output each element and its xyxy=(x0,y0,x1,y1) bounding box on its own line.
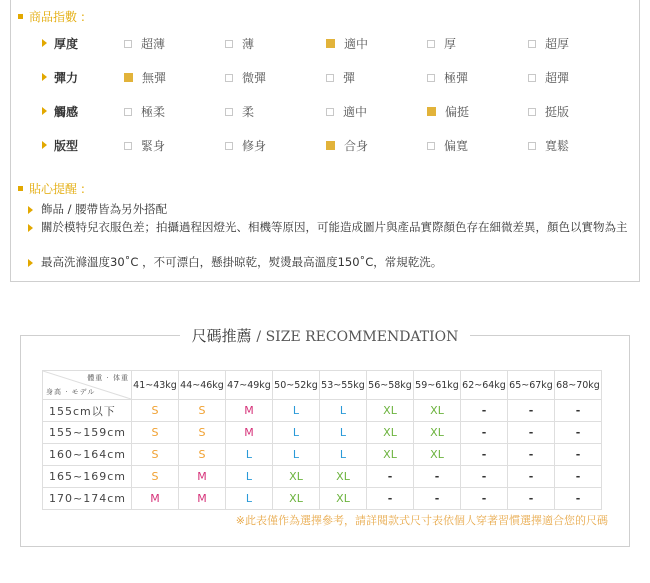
arrow-right-icon xyxy=(28,224,33,232)
size-cell: S xyxy=(132,466,179,488)
unchecked-box-icon xyxy=(427,40,435,48)
product-index-heading: 商品指數 : xyxy=(18,8,85,25)
weight-column-header: 68~70kg xyxy=(555,371,602,400)
height-row-header: 155cm以下 xyxy=(43,400,132,422)
index-option xyxy=(528,103,569,120)
index-option xyxy=(528,69,569,86)
height-row-header: 170~174cm xyxy=(43,488,132,510)
table-row xyxy=(43,400,602,422)
index-option-label: 超厚 xyxy=(545,37,570,51)
size-table xyxy=(42,370,602,510)
unchecked-box-icon xyxy=(528,142,536,150)
index-row xyxy=(42,137,632,155)
size-cell: L xyxy=(320,400,367,422)
weight-column-header: 50~52kg xyxy=(273,371,320,400)
size-cell: - xyxy=(555,400,602,422)
index-option xyxy=(225,69,266,86)
unchecked-box-icon xyxy=(326,108,334,116)
index-option-label: 挺版 xyxy=(545,105,570,119)
size-cell: L xyxy=(226,488,273,510)
size-cell: XL xyxy=(320,466,367,488)
title-divider-left xyxy=(20,335,180,336)
index-option-label: 柔 xyxy=(242,105,255,119)
index-option-label: 微彈 xyxy=(242,71,267,85)
unchecked-box-icon xyxy=(225,108,233,116)
index-row xyxy=(42,35,632,53)
title-divider-right xyxy=(470,335,630,336)
unchecked-box-icon xyxy=(427,142,435,150)
unchecked-box-icon xyxy=(225,142,233,150)
size-cell: - xyxy=(555,444,602,466)
weight-column-header: 62~64kg xyxy=(461,371,508,400)
tip-item: 最高洗滌溫度30˚C ，不可漂白，懸掛晾乾，熨燙最高溫度150˚C，常規乾洗。 xyxy=(30,255,630,270)
table-corner-cell xyxy=(43,371,132,400)
size-cell: S xyxy=(132,400,179,422)
index-option xyxy=(124,137,165,154)
index-option-label: 修身 xyxy=(242,139,267,153)
checked-box-icon xyxy=(326,39,335,48)
index-option-label: 偏挺 xyxy=(445,105,470,119)
checked-box-icon xyxy=(124,73,133,82)
size-cell: XL xyxy=(367,422,414,444)
unchecked-box-icon xyxy=(225,74,233,82)
arrow-right-icon xyxy=(42,39,47,47)
index-option xyxy=(427,69,468,86)
index-option-label: 適中 xyxy=(344,37,369,51)
size-cell: - xyxy=(508,422,555,444)
table-row xyxy=(43,466,602,488)
size-cell: - xyxy=(367,466,414,488)
size-cell: XL xyxy=(273,466,320,488)
size-cell: - xyxy=(414,466,461,488)
size-cell: - xyxy=(508,444,555,466)
unchecked-box-icon xyxy=(124,108,132,116)
unchecked-box-icon xyxy=(528,108,536,116)
height-row-header: 160~164cm xyxy=(43,444,132,466)
size-cell: XL xyxy=(414,444,461,466)
index-option-label: 緊身 xyxy=(141,139,166,153)
index-option xyxy=(225,137,266,154)
checked-box-icon xyxy=(427,107,436,116)
size-cell: S xyxy=(179,444,226,466)
size-cell: XL xyxy=(367,400,414,422)
index-option-label: 厚 xyxy=(444,37,457,51)
table-row xyxy=(43,422,602,444)
index-row-label: 彈力 xyxy=(54,71,79,85)
size-cell: L xyxy=(226,444,273,466)
tips-heading: 貼心提醒 : xyxy=(18,180,85,197)
index-row-label: 版型 xyxy=(54,139,79,153)
index-option-label: 合身 xyxy=(344,139,369,153)
size-cell: XL xyxy=(414,422,461,444)
index-option xyxy=(528,35,569,52)
size-cell: - xyxy=(508,400,555,422)
index-option-label: 彈 xyxy=(343,71,356,85)
size-cell: XL xyxy=(273,488,320,510)
size-cell: - xyxy=(508,488,555,510)
bullet-square-icon xyxy=(18,186,23,191)
table-row xyxy=(43,444,602,466)
index-option-label: 無彈 xyxy=(142,71,167,85)
size-note: ※此表僅作為選擇參考，請詳閱款式尺寸表依個人穿著習慣選擇適合您的尺碼 xyxy=(235,514,608,527)
size-cell: M xyxy=(226,400,273,422)
unchecked-box-icon xyxy=(124,40,132,48)
index-option-label: 極彈 xyxy=(444,71,469,85)
size-cell: - xyxy=(367,488,414,510)
index-option xyxy=(124,35,165,52)
height-row-header: 165~169cm xyxy=(43,466,132,488)
arrow-right-icon xyxy=(42,107,47,115)
weight-column-header: 53~55kg xyxy=(320,371,367,400)
checked-box-icon xyxy=(326,141,335,150)
index-option xyxy=(326,69,355,86)
weight-column-header: 59~61kg xyxy=(414,371,461,400)
arrow-right-icon xyxy=(28,259,33,267)
index-option xyxy=(427,103,469,120)
height-row-header: 155~159cm xyxy=(43,422,132,444)
index-option xyxy=(326,35,368,52)
size-cell: - xyxy=(461,466,508,488)
tip-item: 飾品 / 腰帶皆為另外搭配 xyxy=(30,202,630,217)
height-header: 身高 · モデル xyxy=(46,388,96,396)
index-option-label: 極柔 xyxy=(141,105,166,119)
index-option xyxy=(427,35,456,52)
size-cell: - xyxy=(555,466,602,488)
arrow-right-icon xyxy=(42,73,47,81)
index-option xyxy=(225,35,254,52)
size-cell: - xyxy=(461,422,508,444)
unchecked-box-icon xyxy=(326,74,334,82)
arrow-right-icon xyxy=(42,141,47,149)
index-row xyxy=(42,103,632,121)
unchecked-box-icon xyxy=(124,142,132,150)
weight-column-header: 65~67kg xyxy=(508,371,555,400)
size-cell: M xyxy=(132,488,179,510)
index-option-label: 適中 xyxy=(343,105,368,119)
index-option-label: 薄 xyxy=(242,37,255,51)
size-cell: S xyxy=(132,444,179,466)
weight-column-header: 44~46kg xyxy=(179,371,226,400)
index-option xyxy=(326,103,367,120)
index-row xyxy=(42,69,632,87)
index-option-label: 寬鬆 xyxy=(545,139,570,153)
unchecked-box-icon xyxy=(427,74,435,82)
size-cell: L xyxy=(320,444,367,466)
index-option-label: 超彈 xyxy=(545,71,570,85)
unchecked-box-icon xyxy=(225,40,233,48)
weight-column-header: 47~49kg xyxy=(226,371,273,400)
size-cell: S xyxy=(179,422,226,444)
size-cell: S xyxy=(179,400,226,422)
size-cell: - xyxy=(508,466,555,488)
size-cell: M xyxy=(179,466,226,488)
weight-column-header: 41~43kg xyxy=(132,371,179,400)
bullet-square-icon xyxy=(18,14,23,19)
index-option-label: 偏寬 xyxy=(444,139,469,153)
size-cell: - xyxy=(414,488,461,510)
size-cell: L xyxy=(273,444,320,466)
index-option xyxy=(326,137,368,154)
size-cell: XL xyxy=(320,488,367,510)
weight-column-header: 56~58kg xyxy=(367,371,414,400)
size-cell: - xyxy=(555,422,602,444)
unchecked-box-icon xyxy=(528,74,536,82)
size-recommendation-title: 尺碼推薦 / SIZE RECOMMENDATION xyxy=(0,325,650,346)
size-cell: - xyxy=(461,444,508,466)
index-option xyxy=(427,137,468,154)
size-cell: L xyxy=(226,466,273,488)
weight-header: 體重 · 体重 xyxy=(87,374,129,382)
index-option-label: 超薄 xyxy=(141,37,166,51)
size-cell: - xyxy=(461,488,508,510)
index-option xyxy=(528,137,569,154)
size-cell: M xyxy=(179,488,226,510)
table-row xyxy=(43,488,602,510)
tip-item: 關於模特兒衣服色差；拍攝過程因燈光、相機等原因，可能造成圖片與產品實際顏色存在細微差異，顏色以實物為主 xyxy=(30,220,630,235)
size-cell: XL xyxy=(367,444,414,466)
arrow-right-icon xyxy=(28,206,33,214)
index-row-label: 觸感 xyxy=(54,105,79,119)
index-option xyxy=(124,103,165,120)
size-cell: L xyxy=(273,422,320,444)
size-cell: M xyxy=(226,422,273,444)
index-option xyxy=(225,103,254,120)
size-cell: L xyxy=(273,400,320,422)
size-cell: - xyxy=(555,488,602,510)
size-cell: L xyxy=(320,422,367,444)
size-cell: XL xyxy=(414,400,461,422)
index-option xyxy=(124,69,166,86)
index-row-label: 厚度 xyxy=(54,37,79,51)
size-cell: - xyxy=(461,400,508,422)
size-cell: S xyxy=(132,422,179,444)
unchecked-box-icon xyxy=(528,40,536,48)
